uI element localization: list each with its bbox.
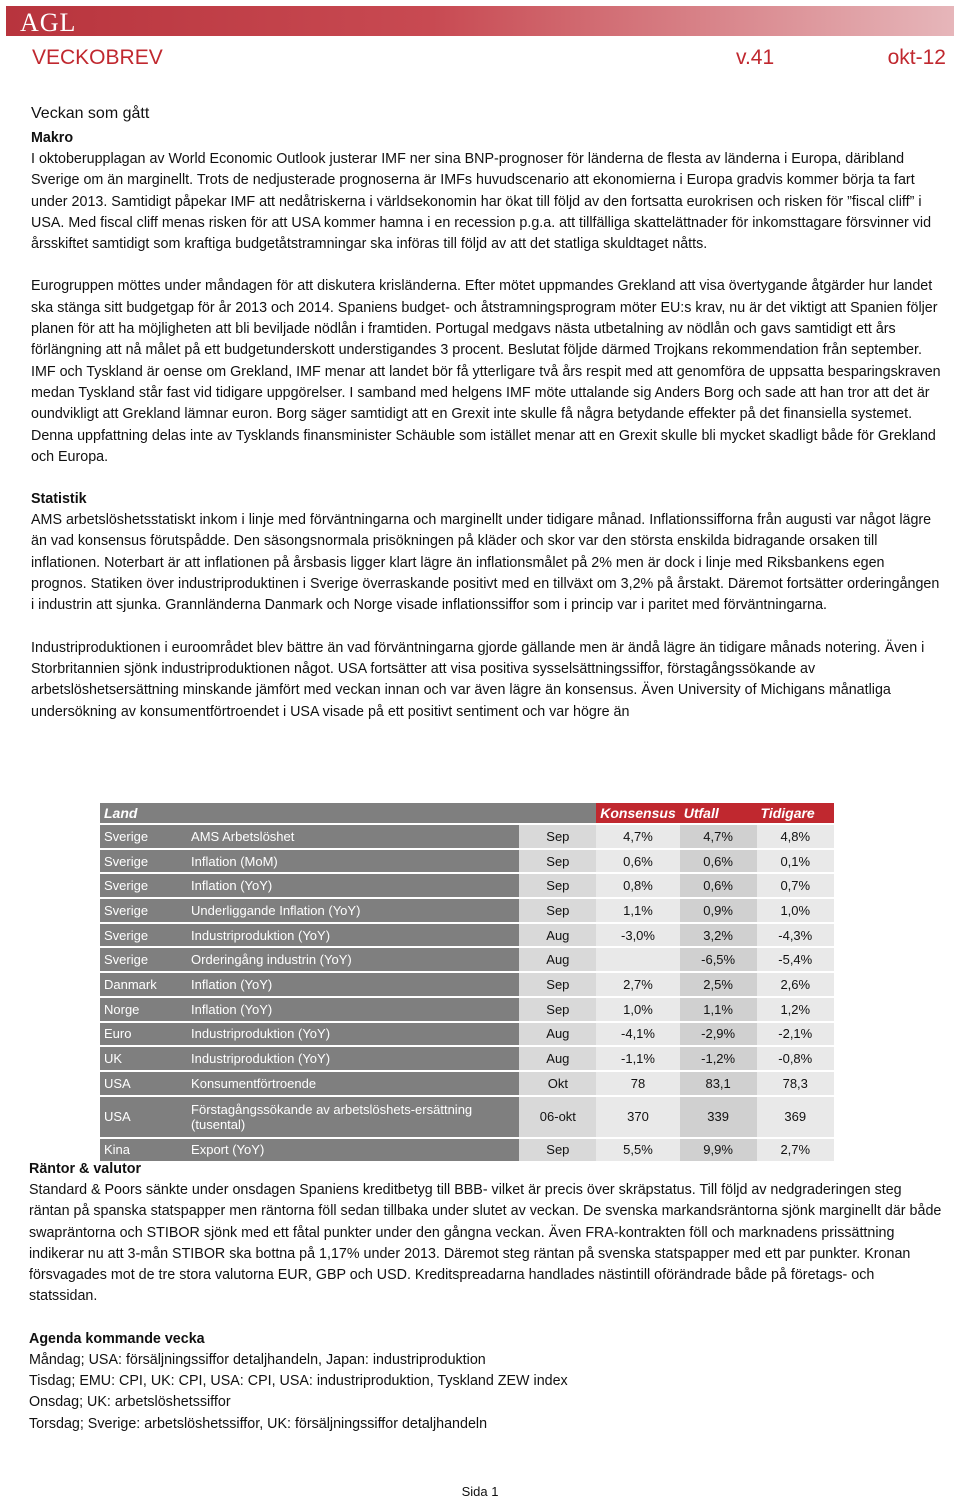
cell-utfall: 339: [680, 1095, 757, 1137]
column-header-tidigare: Tidigare: [757, 803, 834, 823]
cell-land: Euro: [100, 1021, 187, 1046]
cell-tidigare: -5,4%: [757, 946, 834, 971]
cell-konsensus: 0,6%: [596, 848, 679, 873]
cell-indicator: Inflation (YoY): [187, 971, 519, 996]
agenda-line: Onsdag; UK: arbetslöshetssiffor: [29, 1394, 231, 1411]
cell-month: Sep: [519, 971, 596, 996]
cell-utfall: 4,7%: [680, 823, 757, 848]
cell-indicator: Underliggande Inflation (YoY): [187, 897, 519, 922]
cell-konsensus: 2,7%: [596, 971, 679, 996]
document-title: VECKOBREV: [32, 46, 163, 69]
table-row: [100, 922, 834, 947]
cell-tidigare: -4,3%: [757, 922, 834, 947]
cell-land: USA: [100, 1070, 187, 1095]
agenda-line: Torsdag; Sverige: arbetslöshetssiffor, UK: försäljningssiffor detaljhandeln: [29, 1415, 488, 1432]
cell-tidigare: 0,1%: [757, 848, 834, 873]
paragraph-statistik-1: AMS arbetslöshetsstatiskt inkom i linje med förväntningarna och marginellt under tidigare månad. Inflationssifforna från augusti var något lägre än vad konsensus förutspådde. Den säsongsnormala prisökningen på kläder och skor var den största enskilda bidragande orsaken till inflationen. Noterbart är att inflationen på årsbasis ligger klart lägre än inflationsmålet på 2% men är dock i linje med Riksbankens egen prognos. Statiken över industriproduktinen i Sverige överraskande positivt med en tillväxt om 3,2% på årstakt. Däremot fortsätter orderingången i industrin att sjunka. Grannländerna Danmark och Norge visade inflationssiffor som i princip var i paritet med förväntningarna.: [31, 512, 940, 614]
cell-month: Sep: [519, 823, 596, 848]
table-row: [100, 897, 834, 922]
cell-month: Sep: [519, 1137, 596, 1162]
cell-indicator: Inflation (YoY): [187, 872, 519, 897]
cell-tidigare: -0,8%: [757, 1045, 834, 1070]
cell-month: Sep: [519, 996, 596, 1021]
table-row: [100, 848, 834, 873]
table-row: [100, 946, 834, 971]
issue-date: okt-12: [887, 46, 946, 69]
table-row: [100, 1070, 834, 1095]
cell-konsensus: 0,8%: [596, 872, 679, 897]
cell-indicator: Industriproduktion (YoY): [187, 1045, 519, 1070]
cell-konsensus: 78: [596, 1070, 679, 1095]
statistics-table-panel: [100, 803, 834, 1158]
cell-month: Okt: [519, 1070, 596, 1095]
cell-month: Sep: [519, 897, 596, 922]
cell-indicator: Inflation (MoM): [187, 848, 519, 873]
cell-utfall: -1,2%: [680, 1045, 757, 1070]
cell-utfall: 2,5%: [680, 971, 757, 996]
cell-month: Sep: [519, 872, 596, 897]
cell-indicator: Industriproduktion (YoY): [187, 1021, 519, 1046]
cell-indicator: AMS Arbetslöshet: [187, 823, 519, 848]
cell-konsensus: 370: [596, 1095, 679, 1137]
cell-indicator: Industriproduktion (YoY): [187, 922, 519, 947]
column-header-land: Land: [100, 803, 187, 823]
cell-utfall: -2,9%: [680, 1021, 757, 1046]
cell-tidigare: 1,2%: [757, 996, 834, 1021]
table-row: [100, 1045, 834, 1070]
document-header: [32, 46, 946, 74]
cell-month: Aug: [519, 1021, 596, 1046]
table-row: [100, 971, 834, 996]
cell-konsensus: 1,1%: [596, 897, 679, 922]
agl-logo: AGL: [20, 8, 77, 37]
cell-month: Sep: [519, 848, 596, 873]
column-header-month: [519, 803, 596, 823]
paragraph-makro-2: Eurogruppen möttes under måndagen för att diskutera krisländerna. Efter mötet uppmandes Grekland att visa övertygande åtgärder hur landet ska stänga sitt budgetgap för år 2013 och 2014. Spaniens budget- och åtstramningsprogram möter EU:s krav, nu är det viktigt att Spanien följer planen för att ha möjligheten att bli beviljade nödlån i framtiden. Portugal medgavs nästa utbetalning av nödlån och gavs samtidigt ett års förlängning att nå målet på ett budgetunderskott understigandes 3 procent. Beslutat följde därmed Trojkans rekommendation från september. IMF och Tyskland är oense om Grekland, IMF menar att landet bör få ytterligare två års respit med att genomföra de uppsatta besparingskraven medan Tyskland står fast vid tidigare uppgörelser. I samband med helgens IMF möte uttalande sig Anders Borg och sade att han tror att det är oundvikligt att Grekland lämnar euron. Borg säger samtidigt att en Grexit inte skulle få några betydande effekter på det finansiella systemet. Denna uppfattning delas inte av Tysklands finansminister Schäuble som istället menar att en Grexit skulle bli mycket skadligt både för Grekland och Europa.: [31, 278, 941, 465]
column-header-indicator: [187, 803, 519, 823]
column-header-utfall: Utfall: [680, 803, 757, 823]
cell-tidigare: 4,8%: [757, 823, 834, 848]
cell-konsensus: 4,7%: [596, 823, 679, 848]
paragraph-rantor: Standard & Poors sänkte under onsdagen Spaniens kreditbetyg till BBB- vilket är precis över skräpstatus. Till följd av nedgraderingen steg räntan på spanska statspapper men räntorna föll sedan tillbaka under slutet av veckan. De svenska markandsräntorna sjönk marginellt där både swapräntorna och STIBOR sjönk med ett fåtal punkter under den gångna veckan. Även FRA-kontrakten föll och marknadens prissättning indikerar nu att 3-mån STIBOR ska bottna på 1,17% under 2013. Däremot steg räntan på svenska statspapper med ett par punkter. Kronan försvagades mot de tre stora valutorna EUR, GBP och USD. Kreditspreadarna handlades nästintill oförändrade både på företags- och statssidan.: [29, 1182, 942, 1305]
cell-land: UK: [100, 1045, 187, 1070]
cell-indicator: Orderingång industrin (YoY): [187, 946, 519, 971]
cell-utfall: 3,2%: [680, 922, 757, 947]
cell-indicator: Inflation (YoY): [187, 996, 519, 1021]
cell-indicator: Konsumentförtroende: [187, 1070, 519, 1095]
cell-konsensus: -1,1%: [596, 1045, 679, 1070]
cell-tidigare: -2,1%: [757, 1021, 834, 1046]
cell-month: Aug: [519, 922, 596, 947]
cell-month: Aug: [519, 946, 596, 971]
paragraph-statistik-2: Industriproduktionen i euroområdet blev bättre än vad förväntningarna gjorde gällande men är ändå lägre än tidigare månads notering. Även i Storbritannien sjönk industriproduktionen något. USA fortsätter att visa positiva sysselsättningssiffor, förstagångssökande av arbetslöshetsersättning minskande jämfört med veckan innan och var även lägre än konsensus. Även University of Michigans månatliga undersökning av konsumentförtroendet i USA visade på ett positivt sentiment och var högre än: [31, 639, 925, 720]
cell-konsensus: 5,5%: [596, 1137, 679, 1162]
table-row: [100, 1137, 834, 1162]
cell-konsensus: 1,0%: [596, 996, 679, 1021]
table-row: [100, 1021, 834, 1046]
table-row: [100, 823, 834, 848]
statistics-table: [100, 803, 834, 1161]
cell-utfall: 0,9%: [680, 897, 757, 922]
cell-land: Sverige: [100, 946, 187, 971]
section-heading-rantor: Räntor & valutor: [29, 1161, 142, 1177]
section-heading-statistik: Statistik: [31, 491, 87, 508]
cell-utfall: 0,6%: [680, 872, 757, 897]
cell-month: 06-okt: [519, 1095, 596, 1137]
cell-land: Sverige: [100, 872, 187, 897]
section-heading-agenda: Agenda kommande vecka: [29, 1330, 205, 1347]
cell-land: Danmark: [100, 971, 187, 996]
table-row: [100, 1095, 834, 1137]
cell-utfall: 9,9%: [680, 1137, 757, 1162]
cell-indicator: Export (YoY): [187, 1137, 519, 1162]
cell-month: Aug: [519, 1045, 596, 1070]
subheading-makro: Makro: [31, 130, 74, 146]
cell-land: Sverige: [100, 897, 187, 922]
cell-utfall: -6,5%: [680, 946, 757, 971]
agenda-line: Måndag; USA: försäljningssiffor detaljhandeln, Japan: industriproduktion: [29, 1351, 486, 1368]
cell-tidigare: 0,7%: [757, 872, 834, 897]
cell-land: Norge: [100, 996, 187, 1021]
cell-tidigare: 369: [757, 1095, 834, 1137]
table-row: [100, 872, 834, 897]
column-header-konsensus: Konsensus: [596, 803, 679, 823]
cell-utfall: 83,1: [680, 1070, 757, 1095]
cell-utfall: 1,1%: [680, 996, 757, 1021]
page-number: Sida 1: [461, 1484, 499, 1499]
cell-tidigare: 1,0%: [757, 897, 834, 922]
section-heading-veckan: Veckan som gått: [31, 105, 150, 122]
table-row: [100, 996, 834, 1021]
agenda-line: Tisdag; EMU: CPI, UK: CPI, USA: CPI, USA: industriproduktion, Tyskland ZEW index: [29, 1373, 568, 1390]
lower-content: [29, 1159, 943, 1435]
paragraph-makro-1: I oktoberupplagan av World Economic Outlook justerar IMF ner sina BNP-prognoser för länderna de flesta av länderna i Europa, däribland Sverige om än marginellt. Trots de nedjusterade prognoserna är IMFs huvudscenario att ekonomierna i Europa gradvis kommer börja ta fart under 2013. Samtidigt påpekar IMF att nedåtriskerna i världsekonomin har ökat till följd av den fortsatta eurokrisen och risken för ”fiscal cliff” i USA. Med fiscal cliff menas risken för att USA kommer hamna i en recession p.g.a. att tillfälliga skattelättnader för inkomsttagare försvinner vid årsskiftet samtidigt som kraftiga budgetåtstramningar ska införas till följd av att det statliga skuldtaget nåtts.: [31, 151, 932, 253]
cell-land: Sverige: [100, 823, 187, 848]
cell-land: Kina: [100, 1137, 187, 1162]
cell-konsensus: -3,0%: [596, 922, 679, 947]
cell-tidigare: 2,7%: [757, 1137, 834, 1162]
cell-land: Sverige: [100, 922, 187, 947]
cell-land: Sverige: [100, 848, 187, 873]
main-content: [31, 104, 943, 723]
table-body: [100, 823, 834, 1161]
cell-tidigare: 78,3: [757, 1070, 834, 1095]
cell-konsensus: -4,1%: [596, 1021, 679, 1046]
cell-tidigare: 2,6%: [757, 971, 834, 996]
week-number: v.41: [736, 46, 775, 69]
top-banner: [6, 6, 954, 36]
cell-utfall: 0,6%: [680, 848, 757, 873]
cell-konsensus: [596, 946, 679, 971]
cell-land: USA: [100, 1095, 187, 1137]
cell-indicator: Förstagångssökande av arbetslöshets-ersättning (tusental): [187, 1095, 519, 1137]
